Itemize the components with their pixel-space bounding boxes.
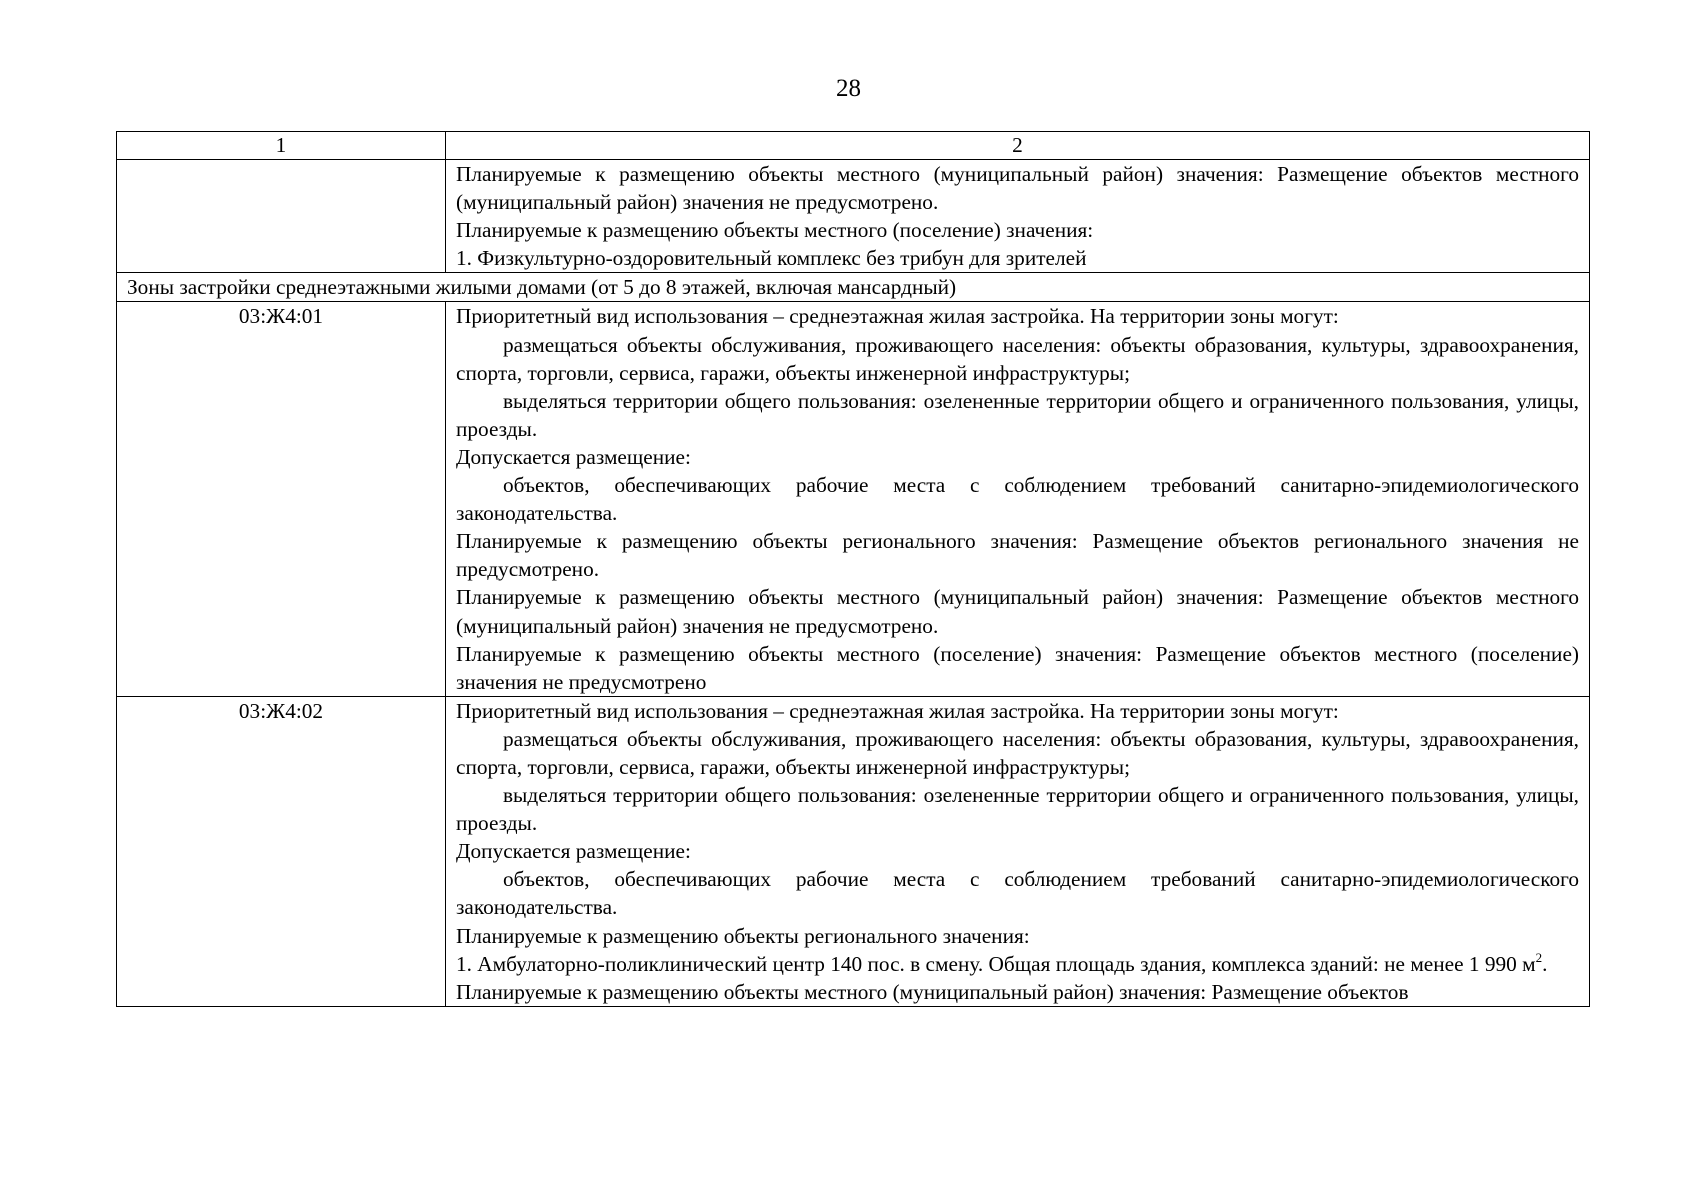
table-row <box>117 302 1590 696</box>
paragraph: Планируемые к размещению объекты местного (муниципальный район) значения: Размещение объектов местного (муниципальный район) значения не предусмотрено. <box>456 585 1579 638</box>
table-row-continuation <box>117 160 1590 273</box>
paragraph: Допускается размещение: <box>456 444 691 469</box>
table-row <box>117 696 1590 1006</box>
zone-heading: Зоны застройки среднеэтажными жилыми домами (от 5 до 8 этажей, включая мансардный) <box>117 273 1590 302</box>
paragraph: размещаться объекты обслуживания, проживающего населения: объекты образования, культуры, здравоохранения, спорта, торговли, сервиса, гаражи, объекты инженерной инфраструктуры; <box>456 726 1579 779</box>
superscript: 2 <box>1535 949 1543 965</box>
paragraph: объектов, обеспечивающих рабочие места с соблюдением требований санитарно-эпидемиологического законодательства. <box>456 867 1579 920</box>
zone-code: 03:Ж4:02 <box>117 696 446 1006</box>
paragraph: выделяться территории общего пользования: озелененные территории общего и ограниченного пользования, улицы, проезды. <box>456 783 1579 836</box>
code-cell-empty <box>117 160 446 273</box>
table-header-row <box>117 132 1590 160</box>
column-header-1: 1 <box>117 132 446 160</box>
column-header-2: 2 <box>446 132 1590 160</box>
paragraph: выделяться территории общего пользования: озелененные территории общего и ограниченного пользования, улицы, проезды. <box>456 388 1579 441</box>
paragraph: Приоритетный вид использования – среднеэтажная жилая застройка. На территории зоны могут: <box>456 304 1339 329</box>
description-cell <box>446 160 1590 273</box>
zone-heading-row <box>117 273 1590 302</box>
paragraph: Планируемые к размещению объекты местного (поселение) значения: <box>456 218 1094 243</box>
paragraph-end: . <box>1542 951 1548 976</box>
zone-code: 03:Ж4:01 <box>117 302 446 696</box>
paragraph: 1. Физкультурно-оздоровительный комплекс без трибун для зрителей <box>456 246 1087 271</box>
paragraph: объектов, обеспечивающих рабочие места с соблюдением требований санитарно-эпидемиологического законодательства. <box>456 473 1579 526</box>
page-number: 28 <box>836 75 861 102</box>
paragraph: Допускается размещение: <box>456 839 691 864</box>
description-cell <box>446 696 1590 1006</box>
paragraph: Планируемые к размещению объекты местного (муниципальный район) значения: Размещение объектов местного (муниципальный район) значения не предусмотрено. <box>456 162 1579 215</box>
description-cell <box>446 302 1590 696</box>
paragraph: Планируемые к размещению объекты местного (муниципальный район) значения: Размещение объектов <box>456 979 1409 1004</box>
paragraph: Планируемые к размещению объекты регионального значения: <box>456 923 1030 948</box>
zoning-table <box>116 131 1590 1007</box>
paragraph-text: 1. Амбулаторно-поликлинический центр 140 пос. в смену. Общая площадь здания, комплекса зданий: не менее 1 990 м <box>456 951 1536 976</box>
paragraph <box>456 950 1579 978</box>
paragraph: Планируемые к размещению объекты регионального значения: Размещение объектов регионального значения не предусмотрено. <box>456 529 1579 582</box>
paragraph: Приоритетный вид использования – среднеэтажная жилая застройка. На территории зоны могут: <box>456 698 1339 723</box>
paragraph: Планируемые к размещению объекты местного (поселение) значения: Размещение объектов местного (поселение) значения не предусмотрено <box>456 641 1579 694</box>
paragraph: размещаться объекты обслуживания, проживающего населения: объекты образования, культуры, здравоохранения, спорта, торговли, сервиса, гаражи, объекты инженерной инфраструктуры; <box>456 332 1579 385</box>
